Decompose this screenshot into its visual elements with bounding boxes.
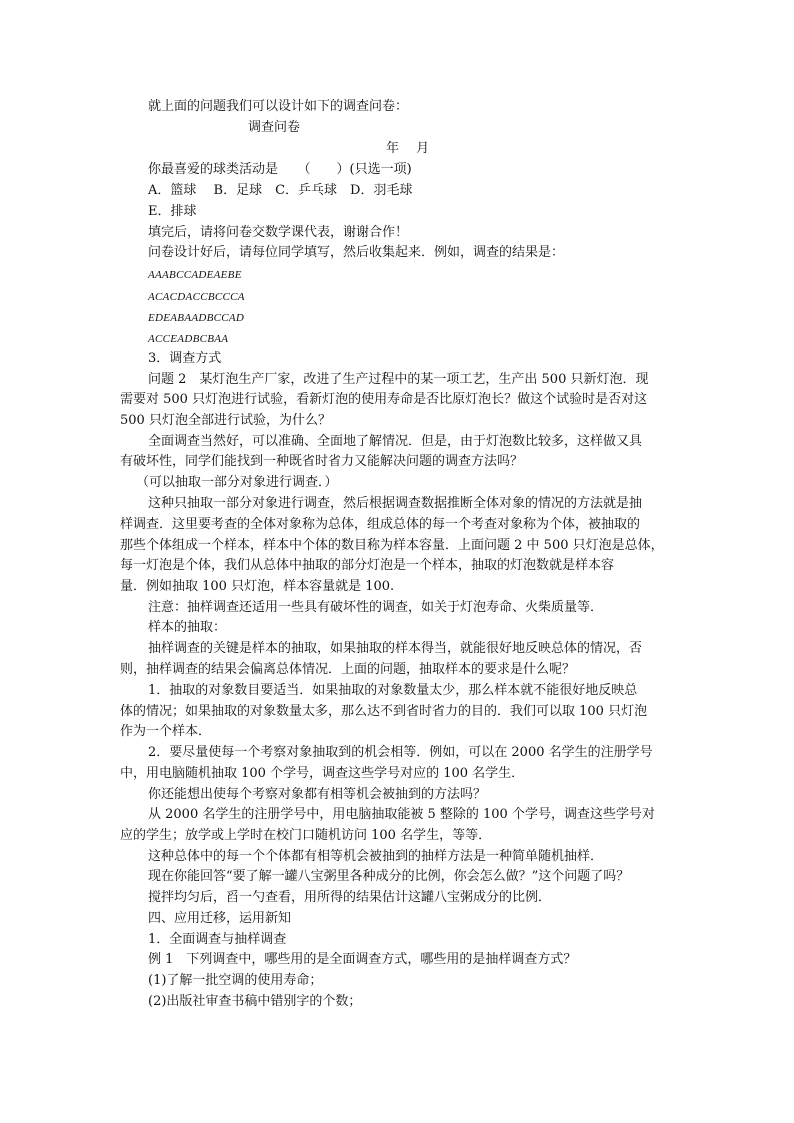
paragraph-line: 作为一个样本． [120,724,212,739]
paragraph-line: 那些个体组成一个样本，样本中个体的数目称为样本容量．上面问题 2 中 500 只灯泡是总体， [120,538,664,553]
section-heading: 四、应用迁移，运用新知 [148,911,292,926]
option-e-line: E．排球 [148,204,197,219]
result-row-2: ACACDACCBCCCA [148,291,245,303]
options-line: A．篮球 B．足球 C．乒乓球 D．羽毛球 [148,183,413,198]
paragraph-line: 2．要尽量使每一个考察对象抽取到的机会相等．例如，可以在 2000 名学生的注册学号 [148,745,653,760]
example-line: 例 1 下列调查中，哪些用的是全面调查方式，哪些用的是抽样调查方式？ [148,952,577,967]
paragraph-line: （可以抽取一部分对象进行调查．） [136,475,338,490]
paragraph-line: 抽样调查的关键是样本的抽取，如果抽取的样本得当，就能很好地反映总体的情况，否 [148,641,643,656]
paragraph-line: 500 只灯泡全部进行试验，为什么？ [120,413,331,428]
section-heading: 3．调查方式 [148,351,222,366]
paragraph-line: 全面调查当然好，可以准确、全面地了解情况．但是，由于灯泡数比较多，这样做又具 [148,434,643,449]
thanks-line: 填完后，请将问卷交数学课代表，谢谢合作！ [148,225,409,240]
paragraph-line: 中，用电脑随机抽取 100 个学号，调查这些学号对应的 100 名学生． [120,766,525,781]
result-row-1: AAABCCADEAEBE [148,269,242,281]
question-line: 你最喜爱的球类活动是 （ ）(只选一项) [148,162,412,177]
paragraph-line: 样调查．这里要考查的全体对象称为总体，组成总体的每一个考查对象称为个体，被抽取的 [120,517,641,532]
paragraph-line: 搅拌均匀后，舀一勺查看，用所得的结果估计这罐八宝粥成分的比例． [148,890,552,905]
paragraph-line: 现在你能回答“要了解一罐八宝粥里各种成分的比例，你会怎么做？”这个问题了吗？ [148,869,630,884]
result-row-4: ACCEADBCBAA [148,333,229,345]
paragraph-line: 注意：抽样调查还适用一些具有破坏性的调查，如关于灯泡寿命、火柴质量等． [148,600,604,615]
paragraph-line: 需要对 500 只灯泡进行试验，看新灯泡的使用寿命是否比原灯泡长？做这个试验时是否对这 [120,392,648,407]
paragraph-line: 这种总体中的每一个个体都有相等机会被抽到的抽样方法是一种简单随机抽样． [148,849,604,864]
subheading: 1．全面调查与抽样调查 [148,932,287,947]
date-line: 年 月 [386,141,430,156]
paragraph-line: 量．例如抽取 100 只灯泡，样本容量就是 100. [120,579,395,594]
paragraph-line: 问题 2 某灯泡生产厂家，改进了生产过程中的某一项工艺，生产出 500 只新灯泡．现 [148,372,649,387]
questionnaire-title: 调查问卷 [248,120,301,135]
paragraph-line: 则，抽样调查的结果会偏离总体情况．上面的问题，抽取样本的要求是什么呢？ [120,662,576,677]
paragraph-line: 每一灯泡是个体，我们从总体中抽取的部分灯泡是一个样本，抽取的灯泡数就是样本容 [120,558,615,573]
paragraph-line: 应的学生；放学或上学时在校门口随机访问 100 名学生，等等． [120,828,492,843]
example-item: (2)出版社审查书稿中错别字的个数； [148,994,362,1009]
paragraph-line: 从 2000 名学生的注册学号中，用电脑抽取能被 5 整除的 100 个学号，调查这些学号对 [148,807,655,822]
subheading: 样本的抽取： [148,620,227,635]
paragraph-line: 1．抽取的对象数目要适当．如果抽取的对象数量太少，那么样本就不能很好地反映总 [148,683,638,698]
paragraph-line: 有破坏性，同学们能找到一种既省时省力又能解决问题的调查方法吗？ [120,454,524,469]
paragraph-line: 体的情况；如果抽取的对象数量太多，那么达不到省时省力的目的．我们可以取 100 只灯泡 [120,704,648,719]
paragraph-line: 这种只抽取一部分对象进行调查，然后根据调查数据推断全体对象的情况的方法就是抽 [148,496,643,511]
intro-line: 就上面的问题我们可以设计如下的调查问卷： [148,99,409,114]
collect-line: 问卷设计好后，请每位同学填写，然后收集起来．例如，调查的结果是： [148,245,565,260]
example-item: (1)了解一批空调的使用寿命； [148,973,323,988]
result-row-3: EDEABAADBCCAD [148,312,245,324]
paragraph-line: 你还能想出使每个考察对象都有相等机会被抽到的方法吗？ [148,787,487,802]
